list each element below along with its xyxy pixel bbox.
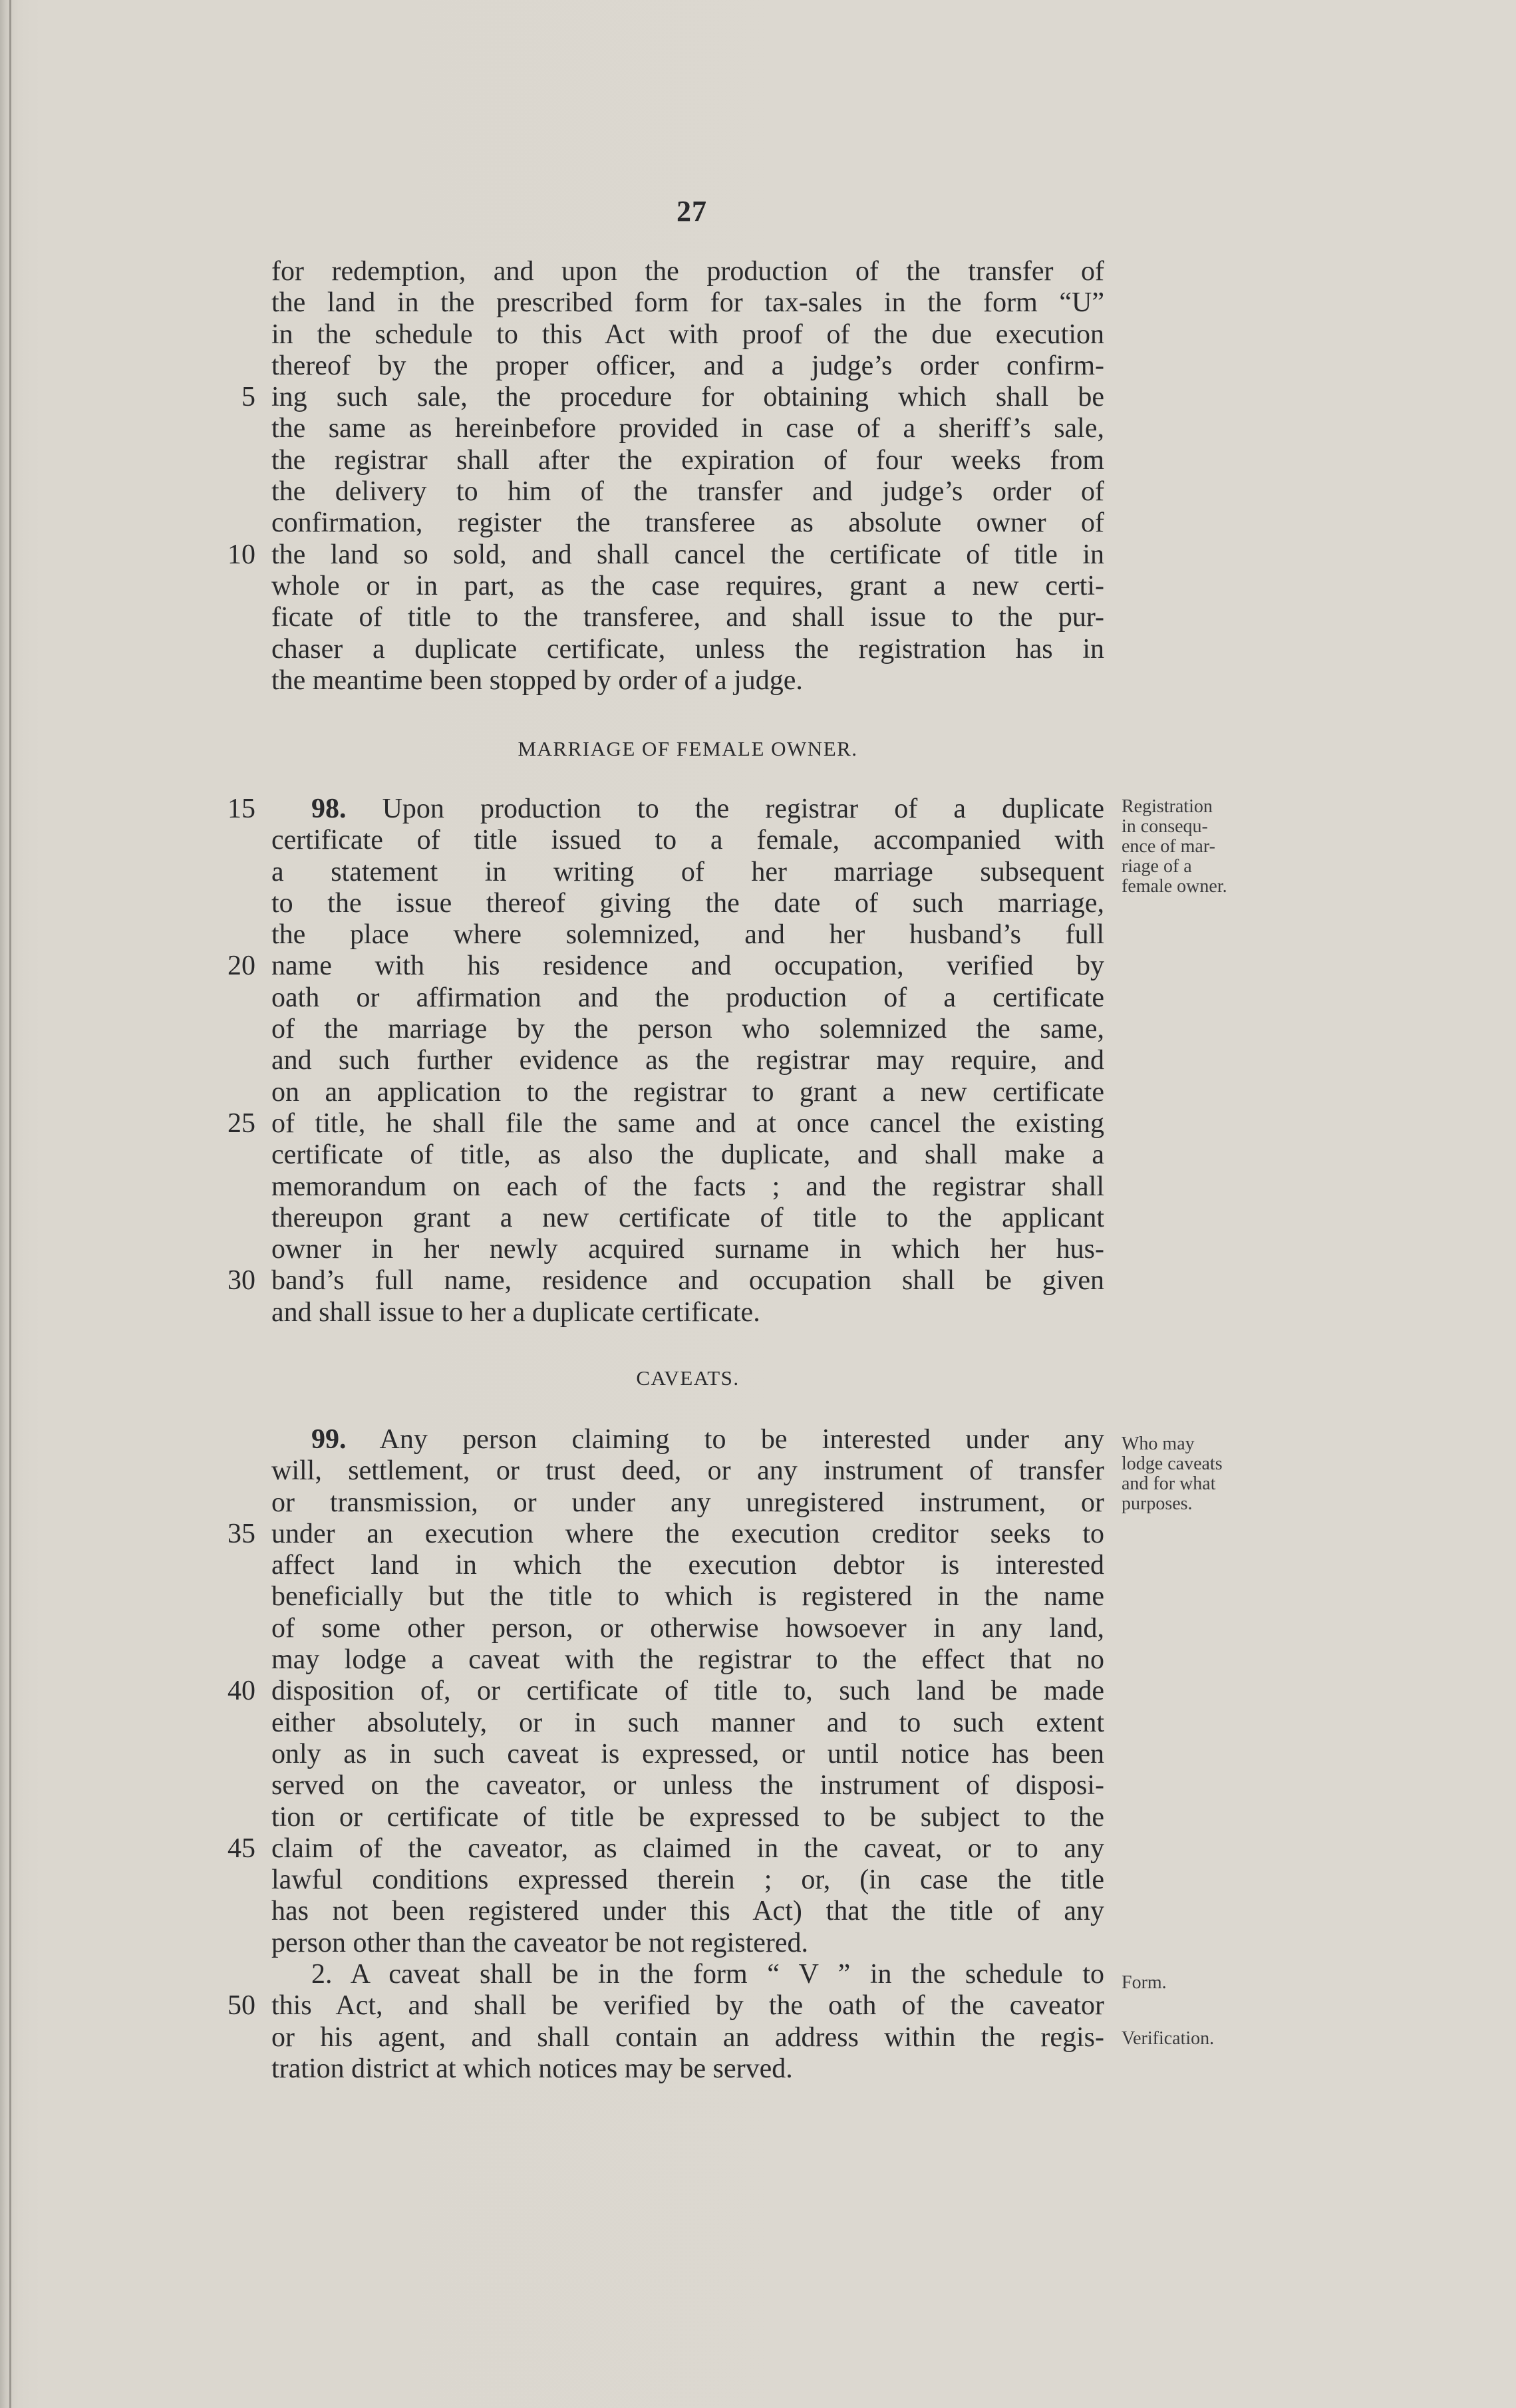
section-99 xyxy=(271,1424,1104,2085)
text-line: the same as hereinbefore provided in case of a sheriff’s sale, xyxy=(271,413,1104,444)
text-line: in the schedule to this Act with proof of the due execution xyxy=(271,319,1104,350)
text-line: affect land in which the execution debtor is interested xyxy=(271,1550,1104,1581)
text-line: thereupon grant a new certificate of title to the applicant xyxy=(271,1202,1104,1233)
margin-note-line: Who may xyxy=(1122,1433,1195,1454)
section-98 xyxy=(271,794,1104,1328)
text-line: the meantime been stopped by order of a judge. xyxy=(271,665,803,696)
text-line: claim of the caveator, as claimed in the caveat, or to any xyxy=(271,1833,1104,1864)
margin-note-line: Verification. xyxy=(1122,2028,1215,2049)
line-number: 25 xyxy=(227,1108,255,1139)
text-line: disposition of, or certificate of title to, such land be made xyxy=(271,1676,1104,1707)
section-98-first-line xyxy=(271,794,1104,825)
section-heading-marriage: MARRIAGE OF FEMALE OWNER. xyxy=(518,737,858,760)
page-edge xyxy=(9,0,11,2408)
text-line: the registrar shall after the expiration of four weeks from xyxy=(271,444,1104,476)
line-number: 35 xyxy=(227,1519,255,1549)
text-line: certificate of title issued to a female, accompanied with xyxy=(271,825,1104,856)
text-line: tion or certificate of title be expressed to be subject to the xyxy=(271,1801,1104,1833)
line-number: 40 xyxy=(227,1676,255,1706)
paragraph-continuation xyxy=(271,256,1104,696)
text-line: the delivery to him of the transfer and judge’s order of xyxy=(271,476,1104,508)
text-line: chaser a duplicate certificate, unless the registration has in xyxy=(271,633,1104,665)
text-line: certificate of title, as also the duplicate, and shall make a xyxy=(271,1139,1104,1171)
text-line: of title, he shall file the same and at once cancel the existing xyxy=(271,1108,1104,1139)
text-line: memorandum on each of the facts ; and the registrar shall xyxy=(271,1171,1104,1202)
margin-note-line: and for what xyxy=(1122,1473,1216,1494)
line-number: 15 xyxy=(227,794,255,824)
text-line: confirmation, register the transferee as absolute owner of xyxy=(271,508,1104,539)
margin-note-line: Registration xyxy=(1122,796,1213,817)
margin-note-line: in consequ- xyxy=(1122,816,1208,837)
text-line: may lodge a caveat with the registrar to the effect that no xyxy=(271,1644,1104,1676)
text-line: whole or in part, as the case requires, grant a new certi- xyxy=(271,570,1104,601)
line-number: 30 xyxy=(227,1265,255,1296)
margin-note-line: riage of a xyxy=(1122,856,1192,877)
text-line: either absolutely, or in such manner and to such extent xyxy=(271,1707,1104,1738)
text-line: Upon production to the registrar of a duplicate xyxy=(382,794,1104,824)
text-line: band’s full name, residence and occupation shall be given xyxy=(271,1265,1104,1296)
margin-note-line: female owner. xyxy=(1122,876,1227,897)
margin-note-who-may-lodge xyxy=(1122,1434,1281,1514)
text-line: only as in such caveat is expressed, or until notice has been xyxy=(271,1738,1104,1769)
text-line: to the issue thereof giving the date of such marriage, xyxy=(271,887,1104,919)
section-heading-caveats: CAVEATS. xyxy=(636,1366,740,1390)
margin-note-verification xyxy=(1122,2029,1281,2049)
line-number: 50 xyxy=(227,1990,255,2021)
text-line: has not been registered under this Act) that the title of any xyxy=(271,1896,1104,1927)
text-line: a statement in writing of her marriage subsequent xyxy=(271,856,1104,887)
text-line: thereof by the proper officer, and a judge’s order confirm- xyxy=(271,350,1104,381)
text-line: oath or affirmation and the production of a certificate xyxy=(271,982,1104,1013)
section-number: 99. xyxy=(311,1424,347,1455)
text-line: the land so sold, and shall cancel the certificate of title in xyxy=(271,539,1104,570)
text-line: ficate of title to the transferee, and shall issue to the pur- xyxy=(271,602,1104,633)
text-line: 2. A caveat shall be in the form “ V ” in the schedule to xyxy=(311,1959,1104,1990)
line-number: 45 xyxy=(227,1833,255,1864)
text-line: and such further evidence as the registrar may require, and xyxy=(271,1045,1104,1076)
line-number: 5 xyxy=(241,382,255,412)
margin-note-registration-marriage xyxy=(1122,797,1281,897)
text-line: or transmission, or under any unregistered instrument, or xyxy=(271,1487,1104,1518)
text-line: on an application to the registrar to grant a new certificate xyxy=(271,1076,1104,1108)
text-line: the land in the prescribed form for tax-sales in the form “U” xyxy=(271,287,1104,319)
text-line: of the marriage by the person who solemnized the same, xyxy=(271,1014,1104,1045)
margin-note-line: Form. xyxy=(1122,1972,1167,1993)
text-line: beneficially but the title to which is registered in the name xyxy=(271,1581,1104,1612)
text-line: for redemption, and upon the production of the transfer of xyxy=(271,256,1104,287)
text-line: ing such sale, the procedure for obtaining which shall be xyxy=(271,382,1104,413)
text-line: lawful conditions expressed therein ; or, (in case the title xyxy=(271,1865,1104,1896)
text-line: name with his residence and occupation, verified by xyxy=(271,951,1104,982)
section-number: 98. xyxy=(311,794,347,824)
margin-note-line: purposes. xyxy=(1122,1493,1193,1514)
text-line: the place where solemnized, and her husband’s full xyxy=(271,919,1104,951)
line-number: 20 xyxy=(227,951,255,981)
text-line: or his agent, and shall contain an address within the regis- xyxy=(271,2022,1104,2053)
text-line: served on the caveator, or unless the instrument of disposi- xyxy=(271,1770,1104,1801)
text-line: tration district at which notices may be served. xyxy=(271,2053,793,2084)
text-line: will, settlement, or trust deed, or any instrument of transfer xyxy=(271,1455,1104,1487)
text-line: person other than the caveator be not registered. xyxy=(271,1927,809,1958)
text-line: of some other person, or otherwise howsoever in any land, xyxy=(271,1612,1104,1644)
text-line: under an execution where the execution creditor seeks to xyxy=(271,1518,1104,1549)
margin-note-line: lodge caveats xyxy=(1122,1453,1223,1474)
section-99-first-line xyxy=(271,1424,1104,1455)
text-line: and shall issue to her a duplicate certificate. xyxy=(271,1296,760,1328)
page-number: 27 xyxy=(677,195,707,227)
margin-note-form xyxy=(1122,1973,1281,1993)
text-line: owner in her newly acquired surname in which her hus- xyxy=(271,1234,1104,1265)
text-line: Any person claiming to be interested under any xyxy=(379,1424,1105,1455)
margin-note-line: ence of mar- xyxy=(1122,836,1215,857)
text-line: this Act, and shall be verified by the oath of the caveator xyxy=(271,1990,1104,2022)
line-number: 10 xyxy=(227,539,255,570)
